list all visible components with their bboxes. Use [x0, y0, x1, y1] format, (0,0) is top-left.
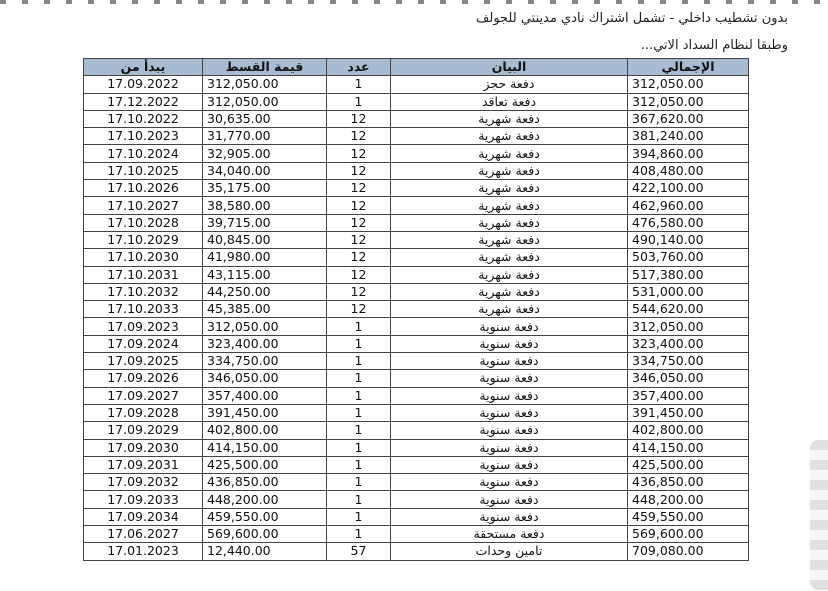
start-date-cell: 17.09.2034	[84, 508, 203, 525]
total-cell: 381,240.00	[628, 128, 749, 145]
description-cell: دفعة سنوية	[391, 491, 628, 508]
description-cell: دفعة سنوية	[391, 508, 628, 525]
description-cell: دفعة شهرية	[391, 145, 628, 162]
table-row	[84, 387, 749, 404]
count-cell: 12	[327, 283, 391, 300]
start-date-cell: 17.10.2028	[84, 214, 203, 231]
description-cell: دفعة شهرية	[391, 162, 628, 179]
total-cell: 709,080.00	[628, 543, 749, 560]
total-cell: 544,620.00	[628, 301, 749, 318]
start-date-cell: 17.09.2022	[84, 76, 203, 93]
count-cell: 1	[327, 526, 391, 543]
table-row	[84, 231, 749, 248]
payment-schedule-table	[83, 58, 749, 561]
header-start-from: يبدأ من	[84, 59, 203, 76]
table-row	[84, 162, 749, 179]
start-date-cell: 17.09.2032	[84, 474, 203, 491]
installment-value-cell: 357,400.00	[203, 387, 327, 404]
total-cell: 448,200.00	[628, 491, 749, 508]
total-cell: 357,400.00	[628, 387, 749, 404]
total-cell: 312,050.00	[628, 76, 749, 93]
description-cell: تامين وحدات	[391, 543, 628, 560]
description-cell: دفعة سنوية	[391, 370, 628, 387]
count-cell: 1	[327, 491, 391, 508]
count-cell: 12	[327, 266, 391, 283]
total-cell: 391,450.00	[628, 404, 749, 421]
installment-value-cell: 425,500.00	[203, 456, 327, 473]
table-row	[84, 422, 749, 439]
installment-value-cell: 40,845.00	[203, 231, 327, 248]
installment-value-cell: 391,450.00	[203, 404, 327, 421]
installment-value-cell: 448,200.00	[203, 491, 327, 508]
installment-value-cell: 44,250.00	[203, 283, 327, 300]
description-cell: دفعة شهرية	[391, 301, 628, 318]
table-row	[84, 456, 749, 473]
table-row	[84, 370, 749, 387]
installment-value-cell: 346,050.00	[203, 370, 327, 387]
description-cell: دفعة سنوية	[391, 474, 628, 491]
start-date-cell: 17.09.2024	[84, 335, 203, 352]
total-cell: 476,580.00	[628, 214, 749, 231]
installment-value-cell: 31,770.00	[203, 128, 327, 145]
edge-watermark	[810, 440, 828, 590]
start-date-cell: 17.09.2030	[84, 439, 203, 456]
start-date-cell: 17.10.2030	[84, 249, 203, 266]
total-cell: 394,860.00	[628, 145, 749, 162]
count-cell: 12	[327, 197, 391, 214]
table-row	[84, 180, 749, 197]
table-row	[84, 508, 749, 525]
start-date-cell: 17.09.2033	[84, 491, 203, 508]
start-date-cell: 17.10.2022	[84, 110, 203, 127]
installment-value-cell: 45,385.00	[203, 301, 327, 318]
count-cell: 57	[327, 543, 391, 560]
count-cell: 1	[327, 93, 391, 110]
table-row	[84, 283, 749, 300]
table-row	[84, 145, 749, 162]
installment-value-cell: 459,550.00	[203, 508, 327, 525]
description-cell: دفعة سنوية	[391, 439, 628, 456]
count-cell: 1	[327, 456, 391, 473]
count-cell: 1	[327, 439, 391, 456]
count-cell: 1	[327, 353, 391, 370]
count-cell: 1	[327, 370, 391, 387]
start-date-cell: 17.10.2031	[84, 266, 203, 283]
table-row	[84, 439, 749, 456]
count-cell: 12	[327, 145, 391, 162]
description-cell: دفعة شهرية	[391, 249, 628, 266]
table-row	[84, 491, 749, 508]
table-row	[84, 335, 749, 352]
total-cell: 503,760.00	[628, 249, 749, 266]
description-cell: دفعة شهرية	[391, 231, 628, 248]
total-cell: 517,380.00	[628, 266, 749, 283]
installment-value-cell: 312,050.00	[203, 76, 327, 93]
description-cell: دفعة شهرية	[391, 266, 628, 283]
installment-value-cell: 402,800.00	[203, 422, 327, 439]
start-date-cell: 17.09.2028	[84, 404, 203, 421]
table-row	[84, 526, 749, 543]
total-cell: 346,050.00	[628, 370, 749, 387]
description-cell: دفعة سنوية	[391, 422, 628, 439]
unit-description-note: بدون تشطيب داخلي - تشمل اشتراك نادي مدينتي للجولف	[475, 11, 788, 26]
table-row	[84, 266, 749, 283]
start-date-cell: 17.10.2033	[84, 301, 203, 318]
description-cell: دفعة شهرية	[391, 283, 628, 300]
total-cell: 312,050.00	[628, 93, 749, 110]
start-date-cell: 17.01.2023	[84, 543, 203, 560]
table-row	[84, 214, 749, 231]
count-cell: 12	[327, 301, 391, 318]
count-cell: 12	[327, 128, 391, 145]
count-cell: 1	[327, 335, 391, 352]
count-cell: 1	[327, 422, 391, 439]
count-cell: 1	[327, 404, 391, 421]
start-date-cell: 17.10.2025	[84, 162, 203, 179]
total-cell: 459,550.00	[628, 508, 749, 525]
description-cell: دفعة شهرية	[391, 214, 628, 231]
count-cell: 1	[327, 318, 391, 335]
installment-value-cell: 35,175.00	[203, 180, 327, 197]
start-date-cell: 17.09.2027	[84, 387, 203, 404]
description-cell: دفعة شهرية	[391, 128, 628, 145]
description-cell: دفعة سنوية	[391, 387, 628, 404]
start-date-cell: 17.09.2026	[84, 370, 203, 387]
description-cell: دفعة سنوية	[391, 456, 628, 473]
installment-value-cell: 41,980.00	[203, 249, 327, 266]
start-date-cell: 17.09.2031	[84, 456, 203, 473]
header-installment-value: قيمة القسط	[203, 59, 327, 76]
total-cell: 334,750.00	[628, 353, 749, 370]
count-cell: 12	[327, 214, 391, 231]
start-date-cell: 17.12.2022	[84, 93, 203, 110]
total-cell: 422,100.00	[628, 180, 749, 197]
installment-value-cell: 312,050.00	[203, 93, 327, 110]
start-date-cell: 17.10.2029	[84, 231, 203, 248]
installment-value-cell: 569,600.00	[203, 526, 327, 543]
start-date-cell: 17.10.2024	[84, 145, 203, 162]
total-cell: 323,400.00	[628, 335, 749, 352]
payment-plan-note: وطبقا لنظام السداد الاتي...	[640, 38, 788, 53]
description-cell: دفعة مستحقة	[391, 526, 628, 543]
count-cell: 1	[327, 76, 391, 93]
table-row	[84, 128, 749, 145]
table-row	[84, 93, 749, 110]
description-cell: دفعة سنوية	[391, 353, 628, 370]
installment-value-cell: 12,440.00	[203, 543, 327, 560]
description-cell: دفعة حجز	[391, 76, 628, 93]
table-row	[84, 404, 749, 421]
header-total: الإجمالي	[628, 59, 749, 76]
installment-value-cell: 30,635.00	[203, 110, 327, 127]
table-row	[84, 110, 749, 127]
description-cell: دفعة شهرية	[391, 197, 628, 214]
installment-value-cell: 436,850.00	[203, 474, 327, 491]
total-cell: 367,620.00	[628, 110, 749, 127]
start-date-cell: 17.10.2027	[84, 197, 203, 214]
table-row	[84, 543, 749, 560]
start-date-cell: 17.10.2026	[84, 180, 203, 197]
installment-value-cell: 312,050.00	[203, 318, 327, 335]
total-cell: 490,140.00	[628, 231, 749, 248]
total-cell: 425,500.00	[628, 456, 749, 473]
count-cell: 1	[327, 387, 391, 404]
total-cell: 531,000.00	[628, 283, 749, 300]
description-cell: دفعة شهرية	[391, 110, 628, 127]
header-description: البيان	[391, 59, 628, 76]
description-cell: دفعة سنوية	[391, 318, 628, 335]
description-cell: دفعة شهرية	[391, 180, 628, 197]
count-cell: 12	[327, 162, 391, 179]
header-row	[84, 59, 749, 76]
installment-value-cell: 414,150.00	[203, 439, 327, 456]
start-date-cell: 17.09.2025	[84, 353, 203, 370]
count-cell: 1	[327, 508, 391, 525]
table-row	[84, 197, 749, 214]
start-date-cell: 17.06.2027	[84, 526, 203, 543]
table-row	[84, 249, 749, 266]
installment-value-cell: 34,040.00	[203, 162, 327, 179]
count-cell: 1	[327, 474, 391, 491]
table-row	[84, 318, 749, 335]
installment-value-cell: 32,905.00	[203, 145, 327, 162]
table-row	[84, 76, 749, 93]
installment-value-cell: 43,115.00	[203, 266, 327, 283]
table-row	[84, 474, 749, 491]
description-cell: دفعة تعاقد	[391, 93, 628, 110]
description-cell: دفعة سنوية	[391, 404, 628, 421]
installment-value-cell: 334,750.00	[203, 353, 327, 370]
total-cell: 569,600.00	[628, 526, 749, 543]
total-cell: 312,050.00	[628, 318, 749, 335]
table-row	[84, 353, 749, 370]
total-cell: 462,960.00	[628, 197, 749, 214]
start-date-cell: 17.10.2023	[84, 128, 203, 145]
start-date-cell: 17.10.2032	[84, 283, 203, 300]
total-cell: 402,800.00	[628, 422, 749, 439]
installment-value-cell: 323,400.00	[203, 335, 327, 352]
top-cropped-text-line	[0, 0, 828, 4]
count-cell: 12	[327, 180, 391, 197]
total-cell: 414,150.00	[628, 439, 749, 456]
count-cell: 12	[327, 231, 391, 248]
header-count: عدد	[327, 59, 391, 76]
count-cell: 12	[327, 249, 391, 266]
start-date-cell: 17.09.2023	[84, 318, 203, 335]
installment-value-cell: 39,715.00	[203, 214, 327, 231]
table-header	[84, 59, 749, 76]
table-row	[84, 301, 749, 318]
total-cell: 408,480.00	[628, 162, 749, 179]
start-date-cell: 17.09.2029	[84, 422, 203, 439]
description-cell: دفعة سنوية	[391, 335, 628, 352]
count-cell: 12	[327, 110, 391, 127]
installment-value-cell: 38,580.00	[203, 197, 327, 214]
table-body	[84, 76, 749, 560]
total-cell: 436,850.00	[628, 474, 749, 491]
